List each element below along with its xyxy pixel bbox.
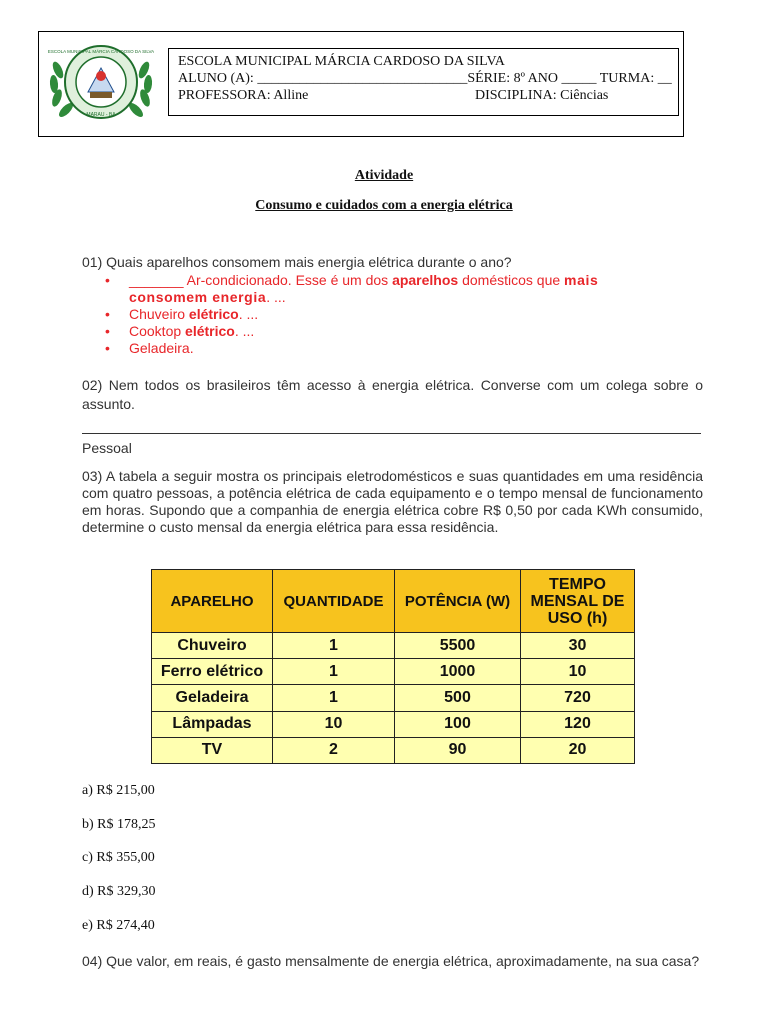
answer-item: • Geladeira. bbox=[105, 340, 665, 357]
subject-label: DISCIPLINA: Ciências bbox=[475, 88, 609, 103]
page-subtitle: Consumo e cuidados com a energia elétrica bbox=[255, 198, 513, 213]
table-cell: TV bbox=[152, 737, 273, 763]
table-cell: 10 bbox=[273, 711, 395, 737]
grade-field[interactable]: SÉRIE: 8º ANO _____ TURMA: __ bbox=[467, 71, 672, 86]
table-cell: 5500 bbox=[395, 633, 521, 659]
question-3: 03) A tabela a seguir mostra os principais eletrodomésticos e suas quantidades em uma residência com quatro pessoas, a potência elétrica de cada equipamento e o tempo mensal de funcionamento em horas. Supondo que a companhia de energia elétrica cobre R$ 0,50 por cada KWh consumido, determine o custo mensal da energia elétrica para essa residência. bbox=[82, 468, 703, 535]
table-cell: 720 bbox=[521, 685, 635, 711]
table-cell: 1 bbox=[273, 685, 395, 711]
option-d[interactable]: d) R$ 329,30 bbox=[82, 884, 156, 899]
answer-item: • Cooktop elétrico. ... bbox=[105, 323, 665, 340]
table-row bbox=[152, 659, 635, 685]
school-logo bbox=[48, 40, 154, 128]
table-cell: 2 bbox=[273, 737, 395, 763]
table-cell: Geladeira bbox=[152, 685, 273, 711]
table-cell: Lâmpadas bbox=[152, 711, 273, 737]
student-row bbox=[178, 70, 672, 87]
student-field[interactable]: ALUNO (A): ______________________________ bbox=[178, 71, 468, 86]
table-cell: 500 bbox=[395, 685, 521, 711]
table-cell: 1 bbox=[273, 659, 395, 685]
school-name: ESCOLA MUNICIPAL MÁRCIA CARDOSO DA SILVA bbox=[178, 54, 505, 69]
answer-line bbox=[82, 433, 701, 434]
logo-bottom-text: MARAU - BA bbox=[86, 112, 116, 118]
col-header: APARELHO bbox=[152, 570, 273, 633]
table-cell: 120 bbox=[521, 711, 635, 737]
teacher-label: PROFESSORA: Alline bbox=[178, 88, 309, 103]
answer-item: • Chuveiro elétrico. ... bbox=[105, 306, 665, 323]
page-title: Atividade bbox=[354, 168, 414, 183]
option-e[interactable]: e) R$ 274,40 bbox=[82, 918, 155, 933]
col-header: QUANTIDADE bbox=[273, 570, 395, 633]
table-row bbox=[152, 685, 635, 711]
table-cell: 90 bbox=[395, 737, 521, 763]
question-2-answer: Pessoal bbox=[82, 440, 132, 456]
table-header-row bbox=[152, 570, 635, 633]
answer-item: • _______ Ar-condicionado. Esse é um dos aparelhos domésticos que mais consomem energia. ... bbox=[105, 272, 665, 306]
table-cell: 10 bbox=[521, 659, 635, 685]
table-row bbox=[152, 633, 635, 659]
table-cell: 30 bbox=[521, 633, 635, 659]
col-header: POTÊNCIA (W) bbox=[395, 570, 521, 633]
option-b[interactable]: b) R$ 178,25 bbox=[82, 817, 156, 832]
appliance-table bbox=[151, 569, 635, 764]
table-cell: Chuveiro bbox=[152, 633, 273, 659]
table-row bbox=[152, 737, 635, 763]
option-c[interactable]: c) R$ 355,00 bbox=[82, 850, 155, 865]
table-row bbox=[152, 711, 635, 737]
table-cell: 100 bbox=[395, 711, 521, 737]
col-header: TEMPO MENSAL DE USO (h) bbox=[521, 570, 635, 633]
table-cell: 1 bbox=[273, 633, 395, 659]
school-info-box bbox=[168, 48, 679, 116]
question-4: 04) Que valor, em reais, é gasto mensalmente de energia elétrica, aproximadamente, na sua casa? bbox=[82, 953, 700, 969]
logo-text: ESCOLA MUNICIPAL MÁRCIA CARDOSO DA SILVA bbox=[48, 49, 154, 54]
table-cell: Ferro elétrico bbox=[152, 659, 273, 685]
teacher-row bbox=[178, 87, 669, 104]
table-cell: 20 bbox=[521, 737, 635, 763]
table-cell: 1000 bbox=[395, 659, 521, 685]
question-2: 02) Nem todos os brasileiros têm acesso à energia elétrica. Converse com um colega sobre o assunto. bbox=[82, 377, 703, 412]
question-1-answers bbox=[105, 272, 665, 357]
option-a[interactable]: a) R$ 215,00 bbox=[82, 783, 155, 798]
question-1: 01) Quais aparelhos consomem mais energia elétrica durante o ano? bbox=[82, 254, 512, 270]
school-name-row bbox=[178, 53, 669, 70]
